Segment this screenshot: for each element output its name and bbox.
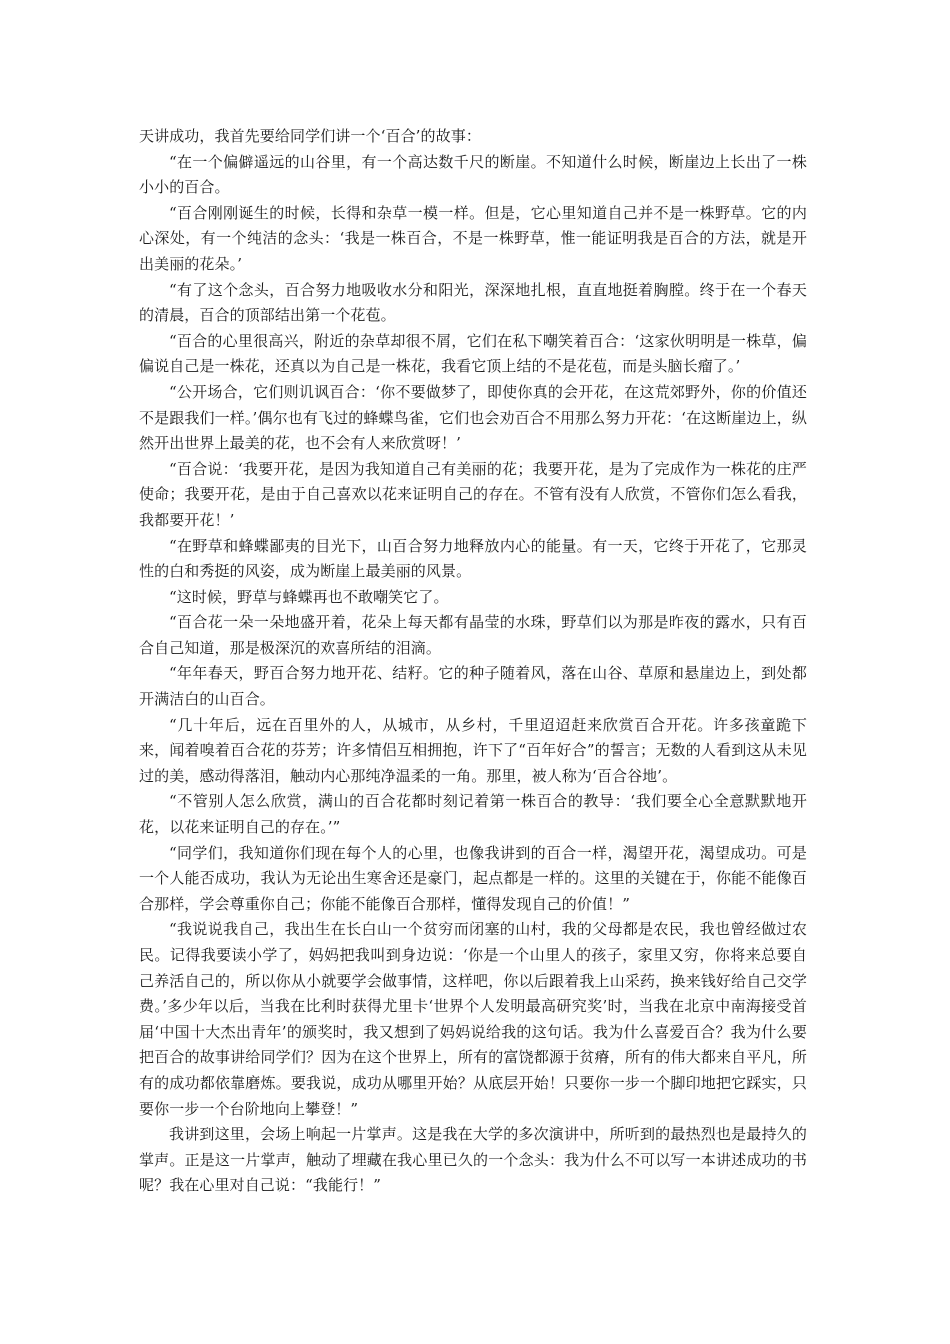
paragraph: “在野草和蜂蝶鄙夷的目光下，山百合努力地释放内心的能量。有一天，它终于开花了，它那灵性的白和秀挺的风姿，成为断崖上最美丽的风景。 <box>139 536 807 581</box>
paragraph: “我说说我自己，我出生在长白山一个贫穷而闭塞的山村，我的父母都是农民，我也曾经做过农民。记得我要读小学了，妈妈把我叫到身边说：‘你是一个山里人的孩子，家里又穷，你将来总要自己养活自己的，所以你从小就要学会做事情，这样吧，你以后跟着我上山采药，换来钱好给自己交学费。’多少年以后，当我在比利时获得尤里卡‘世界个人发明最高研究奖’时，当我在北京中南海接受首届‘中国十大杰出青年’的颁奖时，我又想到了妈妈说给我的这句话。我为什么喜爱百合？我为什么要把百合的故事讲给同学们？因为在这个世界上，所有的富饶都源于贫瘠，所有的伟大都来自平凡，所有的成功都依靠磨炼。要我说，成功从哪里开始？从底层开始！只要你一步一个脚印地把它踩实，只要你一步一个台阶地向上攀登！” <box>139 920 807 1118</box>
paragraph: “有了这个念头，百合努力地吸收水分和阳光，深深地扎根，直直地挺着胸膛。终于在一个春天的清晨，百合的顶部结出第一个花苞。 <box>139 280 807 325</box>
paragraph: “百合刚刚诞生的时候，长得和杂草一模一样。但是，它心里知道自己并不是一株野草。它的内心深处，有一个纯洁的念头：‘我是一株百合，不是一株野草，惟一能证明我是百合的方法，就是开出美丽的花朵。’ <box>139 203 807 273</box>
document-body <box>139 124 807 1199</box>
paragraph: “几十年后，远在百里外的人，从城市，从乡村，千里迢迢赶来欣赏百合开花。许多孩童跪下来，闻着嗅着百合花的芬芳；许多情侣互相拥抱，许下了“百年好合”的誓言；无数的人看到这从未见过的美，感动得落泪，触动内心那纯净温柔的一角。那里，被人称为‘百合谷地’。 <box>139 715 807 785</box>
paragraph: “百合花一朵一朵地盛开着，花朵上每天都有晶莹的水珠，野草们以为那是昨夜的露水，只有百合自己知道，那是极深沉的欢喜所结的泪滴。 <box>139 613 807 657</box>
paragraph: 我讲到这里，会场上响起一片掌声。这是我在大学的多次演讲中，所听到的最热烈也是最持久的掌声。正是这一片掌声，触动了埋藏在我心里已久的一个念头：我为什么不可以写一本讲述成功的书呢？我在心里对自己说：“我能行！” <box>139 1125 807 1195</box>
paragraph: “公开场合，它们则讥讽百合：‘你不要做梦了，即使你真的会开花，在这荒郊野外，你的价值还不是跟我们一样。’偶尔也有飞过的蜂蝶鸟雀，它们也会劝百合不用那么努力开花：‘在这断崖边上，纵然开出世界上最美的花，也不会有人来欣赏呀！’ <box>139 382 807 453</box>
paragraph: “年年春天，野百合努力地开花、结籽。它的种子随着风，落在山谷、草原和悬崖边上，到处都开满洁白的山百合。 <box>139 664 807 709</box>
paragraph: “同学们，我知道你们现在每个人的心里，也像我讲到的百合一样，渴望开花，渴望成功。可是一个人能否成功，我认为无论出生寒舍还是豪门，起点都是一样的。这里的关键在于，你能不能像百合那样，学会尊重你自己；你能不能像百合那样，懂得发现自己的价值！” <box>139 843 807 913</box>
paragraph: “百合的心里很高兴，附近的杂草却很不屑，它们在私下嘲笑着百合：‘这家伙明明是一株草，偏偏说自己是一株花，还真以为自己是一株花，我看它顶上结的不是花苞，而是头脑长瘤了。’ <box>139 331 807 376</box>
paragraph: “这时候，野草与蜂蝶再也不敢嘲笑它了。 <box>169 587 449 606</box>
paragraph: “百合说：‘我要开花，是因为我知道自己有美丽的花；我要开花，是为了完成作为一株花的庄严使命；我要开花，是由于自己喜欢以花来证明自己的存在。不管有没有人欣赏，不管你们怎么看我，我都要开花！’ <box>139 459 807 529</box>
paragraph: 天讲成功，我首先要给同学们讲一个‘百合’的故事： <box>139 127 481 145</box>
paragraph: “不管别人怎么欣赏，满山的百合花都时刻记着第一株百合的教导：‘我们要全心全意默默地开花，以花来证明自己的存在。’” <box>139 792 807 837</box>
paragraph: “在一个偏僻遥远的山谷里，有一个高达数千尺的断崖。不知道什么时候，断崖边上长出了一株小小的百合。 <box>139 152 807 197</box>
